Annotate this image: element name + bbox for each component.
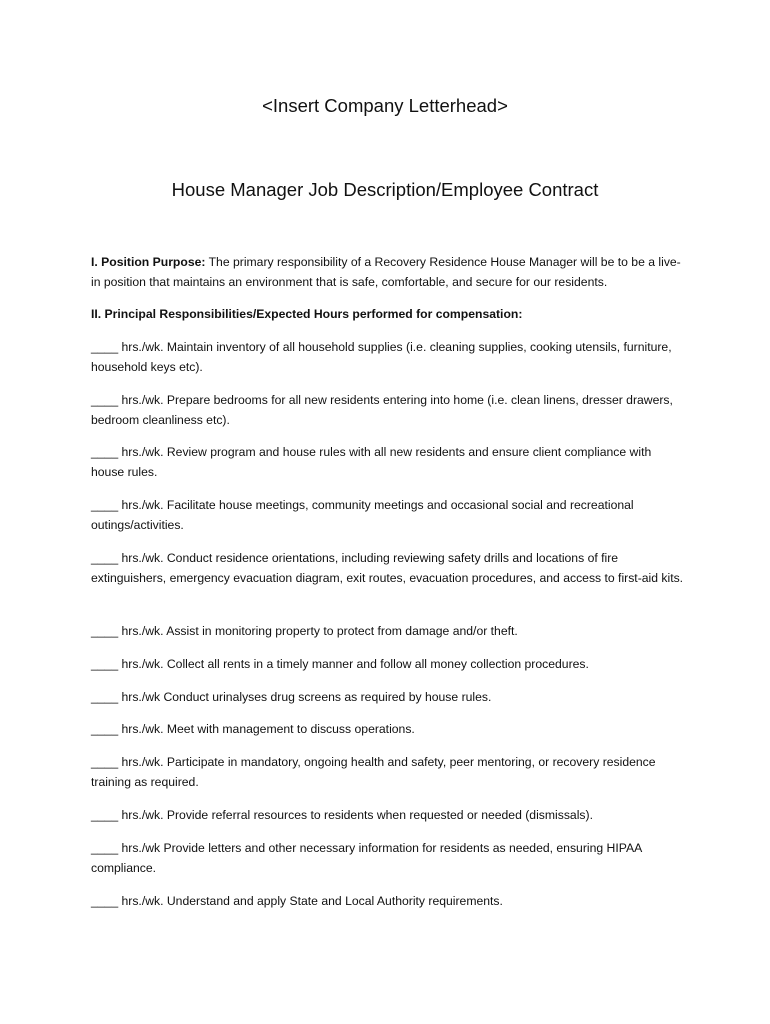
task-item: ____ hrs./wk. Provide referral resources to residents when requested or needed (dismissals). (91, 808, 593, 822)
task-item: ____ hrs./wk. Maintain inventory of all household supplies (i.e. cleaning supplies, cooking utensils, furniture, household keys etc). (91, 340, 672, 374)
task-item: ____ hrs./wk. Understand and apply State and Local Authority requirements. (91, 894, 503, 908)
responsibilities-label: II. Principal Responsibilities/Expected Hours performed for compensation: (91, 307, 523, 321)
responsibilities-heading (91, 304, 686, 324)
task-item: ____ hrs./wk. Prepare bedrooms for all new residents entering into home (i.e. clean linens, dresser drawers, bedroom cleanliness etc). (91, 393, 673, 427)
task-item: ____ hrs./wk. Collect all rents in a timely manner and follow all money collection procedures. (91, 657, 589, 671)
task-item: ____ hrs./wk Conduct urinalyses drug screens as required by house rules. (91, 690, 492, 704)
page-title: House Manager Job Description/Employee Contract (171, 179, 599, 200)
position-purpose-text: The primary responsibility of a Recovery Residence House Manager will be to be a live-in position that maintains an environment that is safe, comfortable, and secure for our residents. (91, 255, 681, 289)
task-item: ____ hrs./wk Provide letters and other necessary information for residents as needed, ensuring HIPAA compliance. (91, 841, 642, 875)
task-item: ____ hrs./wk. Participate in mandatory, ongoing health and safety, peer mentoring, or recovery residence training as required. (91, 755, 656, 789)
task-item: ____ hrs./wk. Facilitate house meetings, community meetings and occasional social and recreational outings/activities. (91, 498, 634, 532)
position-purpose-paragraph (91, 252, 686, 292)
task-item: ____ hrs./wk. Conduct residence orientations, including reviewing safety drills and locations of fire extinguishers, emergency evacuation diagram, exit routes, evacuation procedures, and access to first-aid kits. (91, 551, 684, 585)
task-item: ____ hrs./wk. Review program and house rules with all new residents and ensure client compliance with house rules. (91, 445, 652, 479)
position-purpose-label: I. Position Purpose: (91, 255, 206, 269)
task-item: ____ hrs./wk. Assist in monitoring property to protect from damage and/or theft. (91, 624, 518, 638)
letterhead-placeholder: <Insert Company Letterhead> (262, 95, 508, 116)
task-item: ____ hrs./wk. Meet with management to discuss operations. (91, 722, 415, 736)
